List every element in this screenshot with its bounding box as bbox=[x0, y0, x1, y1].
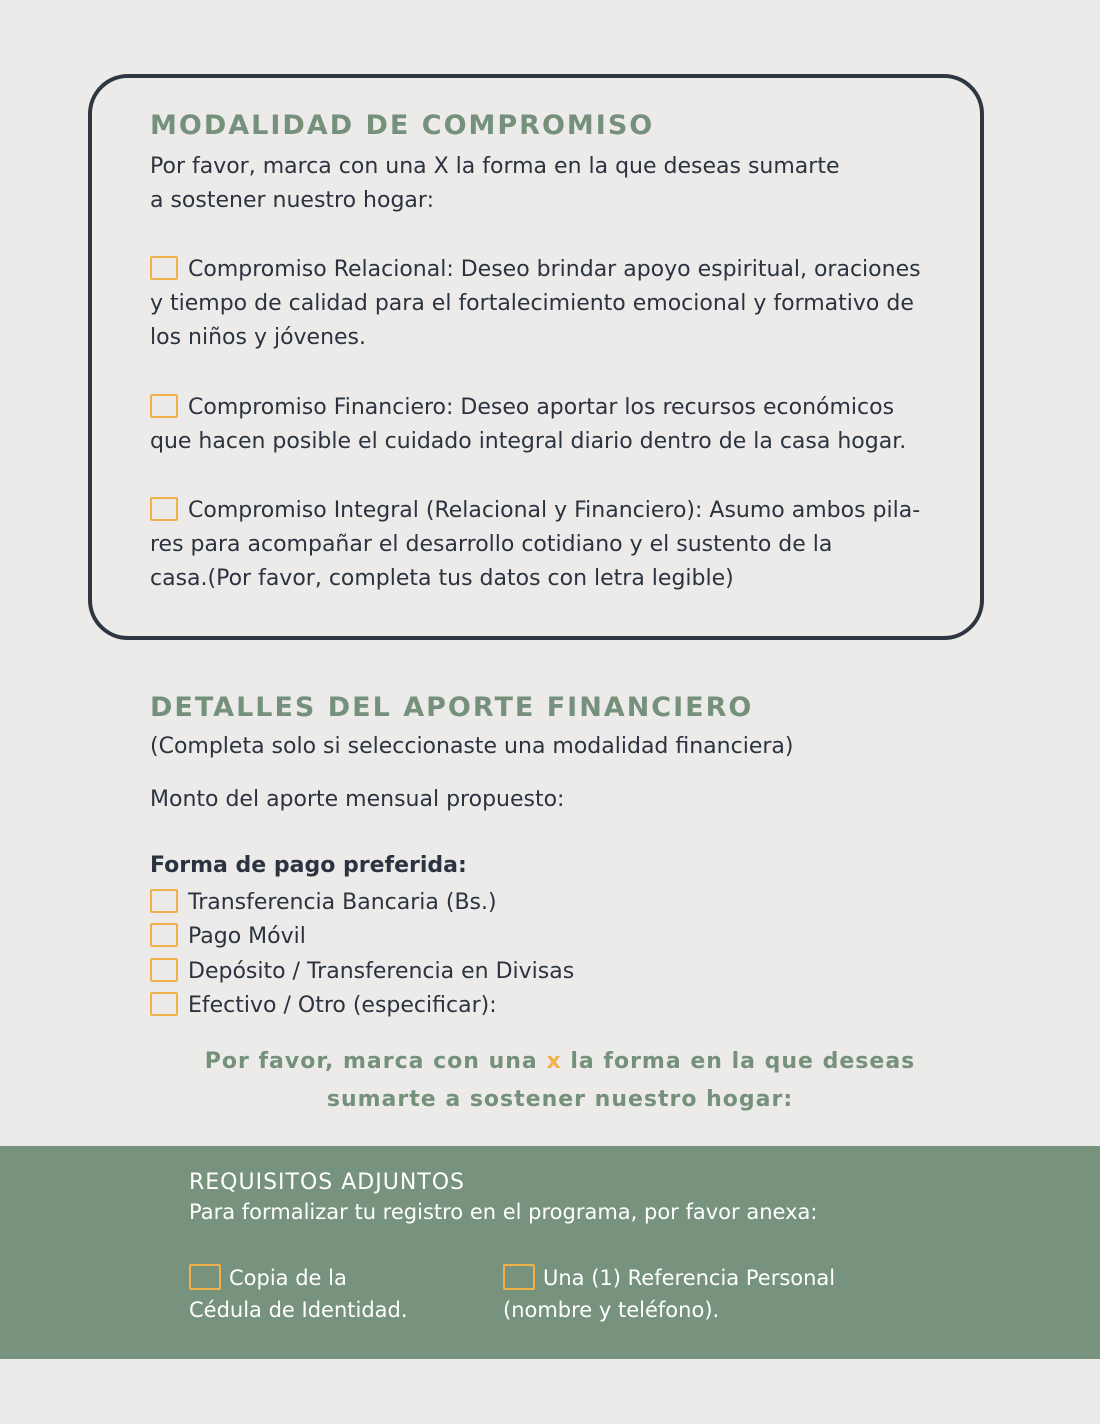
instruction-note bbox=[140, 1043, 980, 1119]
checkbox-foreign[interactable] bbox=[150, 958, 178, 982]
commitment-option-integral bbox=[150, 494, 970, 596]
commitment-intro-line-1: Por favor, marca con una X la forma en la que deseas sumarte bbox=[150, 154, 840, 179]
payment-option-foreign-label: Depósito / Transferencia en Divisas bbox=[188, 959, 575, 984]
payment-option-transfer bbox=[150, 886, 497, 920]
checkbox-id-copy[interactable] bbox=[189, 1264, 221, 1290]
payment-option-other-label: Efectivo / Otro (especificar): bbox=[188, 993, 497, 1018]
requirements-footer bbox=[0, 1146, 1100, 1359]
requirements-subtitle: Para formalizar tu registro en el programa, por favor anexa: bbox=[189, 1200, 818, 1224]
requirement-reference-line-2: (nombre y teléfono). bbox=[503, 1298, 720, 1322]
checkbox-relational[interactable] bbox=[150, 256, 178, 280]
payment-method-label: Forma de pago preferida: bbox=[150, 853, 467, 878]
checkbox-integral[interactable] bbox=[150, 497, 178, 521]
note-part-2: la forma en la que deseas bbox=[570, 1049, 916, 1074]
payment-option-foreign bbox=[150, 955, 574, 989]
requirement-id-copy bbox=[189, 1262, 408, 1326]
payment-option-mobile bbox=[150, 920, 306, 954]
option-integral-line-2: res para acompañar el desarrollo cotidiano y el sustento de la bbox=[150, 532, 833, 557]
requirements-title: REQUISITOS ADJUNTOS bbox=[189, 1170, 466, 1195]
requirement-id-copy-line-2: Cédula de Identidad. bbox=[189, 1298, 408, 1322]
requirement-id-copy-line-1: Copia de la bbox=[229, 1266, 347, 1290]
commitment-intro-line-2: a sostener nuestro hogar: bbox=[150, 188, 434, 213]
checkbox-financial[interactable] bbox=[150, 394, 178, 418]
commitment-heading: MODALIDAD DE COMPROMISO bbox=[150, 110, 655, 141]
checkbox-mobile[interactable] bbox=[150, 923, 178, 947]
option-integral-line-3: casa.(Por favor, completa tus datos con letra legible) bbox=[150, 566, 734, 591]
checkbox-reference[interactable] bbox=[503, 1264, 535, 1290]
note-line-2: sumarte a sostener nuestro hogar: bbox=[326, 1087, 794, 1112]
option-financial-line-1: Compromiso Financiero: Deseo aportar los recursos económicos bbox=[188, 395, 895, 420]
option-relational-line-3: los niños y jóvenes. bbox=[150, 325, 367, 350]
option-integral-line-1: Compromiso Integral (Relacional y Financiero): Asumo ambos pila- bbox=[188, 498, 921, 523]
checkbox-other[interactable] bbox=[150, 992, 178, 1016]
requirement-reference-line-1: Una (1) Referencia Personal bbox=[543, 1266, 836, 1290]
commitment-intro bbox=[150, 150, 840, 218]
commitment-option-financial bbox=[150, 391, 970, 459]
checkbox-transfer[interactable] bbox=[150, 889, 178, 913]
option-financial-line-2: que hacen posible el cuidado integral diario dentro de la casa hogar. bbox=[150, 429, 907, 454]
x-mark-icon: x bbox=[546, 1049, 562, 1074]
payment-option-transfer-label: Transferencia Bancaria (Bs.) bbox=[188, 890, 497, 915]
financial-heading: DETALLES DEL APORTE FINANCIERO bbox=[150, 692, 754, 723]
option-relational-line-1: Compromiso Relacional: Deseo brindar apoyo espiritual, oraciones bbox=[188, 257, 921, 282]
financial-subtitle: (Completa solo si seleccionaste una modalidad financiera) bbox=[150, 734, 794, 759]
payment-option-other bbox=[150, 989, 497, 1023]
payment-option-mobile-label: Pago Móvil bbox=[188, 924, 306, 949]
option-relational-line-2: y tiempo de calidad para el fortalecimiento emocional y formativo de bbox=[150, 291, 914, 316]
amount-label: Monto del aporte mensual propuesto: bbox=[150, 787, 565, 812]
commitment-option-relational bbox=[150, 253, 970, 355]
requirement-reference bbox=[503, 1262, 835, 1326]
note-part-1: Por favor, marca con una bbox=[204, 1049, 538, 1074]
